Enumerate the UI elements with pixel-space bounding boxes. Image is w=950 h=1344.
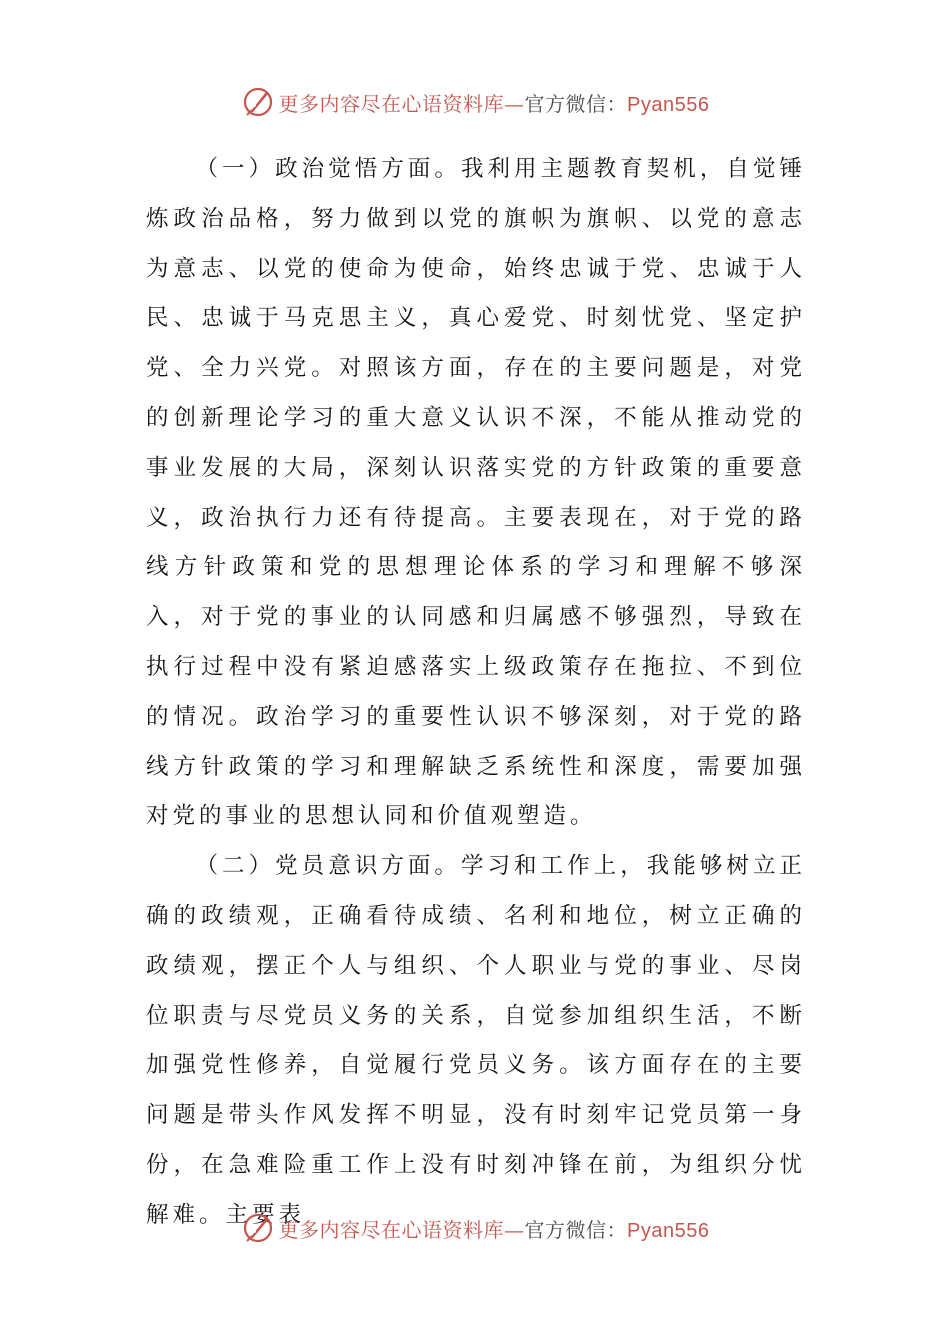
footer-text: [279, 1214, 710, 1243]
quill-seal-icon: [241, 85, 275, 119]
header-banner: [0, 82, 950, 122]
header-wechat-id: Pyan556: [627, 93, 710, 116]
header-dash: —: [504, 91, 525, 116]
document-body: [146, 145, 806, 1241]
footer-site-text: 更多内容尽在心语资料库: [278, 1217, 505, 1242]
header-text: [279, 88, 710, 117]
footer-wechat-id: Pyan556: [627, 1219, 710, 1242]
footer-wechat-label: 官方微信：: [524, 1217, 628, 1242]
header-wechat-label: 官方微信：: [524, 91, 628, 116]
quill-seal-icon: [241, 1211, 275, 1245]
paragraph-party-member-awareness: （二）党员意识方面。学习和工作上，我能够树立正确的政绩观，正确看待成绩、名利和地位，树立正确的政绩观，摆正个人与组织、个人职业与党的事业、尽岗位职责与尽党员义务的关系，自觉参加组织生活，不断加强党性修养，自觉履行党员义务。该方面存在的主要问题是带头作风发挥不明显，没有时刻牢记党员第一身份，在急难险重工作上没有时刻冲锋在前，为组织分忧解难。主要表: [146, 853, 806, 1228]
footer-banner: [0, 1208, 950, 1248]
paragraph-political-awareness: （一）政治觉悟方面。我利用主题教育契机，自觉锤炼政治品格，努力做到以党的旗帜为旗帜、以党的意志为意志、以党的使命为使命，始终忠诚于党、忠诚于人民、忠诚于马克思主义，真心爱党、时刻忧党、坚定护党、全力兴党。对照该方面，存在的主要问题是，对党的创新理论学习的重大意义认识不深，不能从推动党的事业发展的大局，深刻认识落实党的方针政策的重要意义，政治执行力还有待提高。主要表现在，对于党的路线方针政策和党的思想理论体系的学习和理解不够深入，对于党的事业的认同感和归属感不够强烈，导致在执行过程中没有紧迫感落实上级政策存在拖拉、不到位的情况。政治学习的重要性认识不够深刻，对于党的路线方针政策的学习和理解缺乏系统性和深度，需要加强对党的事业的思想认同和价值观塑造。: [146, 156, 806, 830]
footer-dash: —: [504, 1217, 525, 1242]
header-site-text: 更多内容尽在心语资料库: [278, 91, 505, 116]
